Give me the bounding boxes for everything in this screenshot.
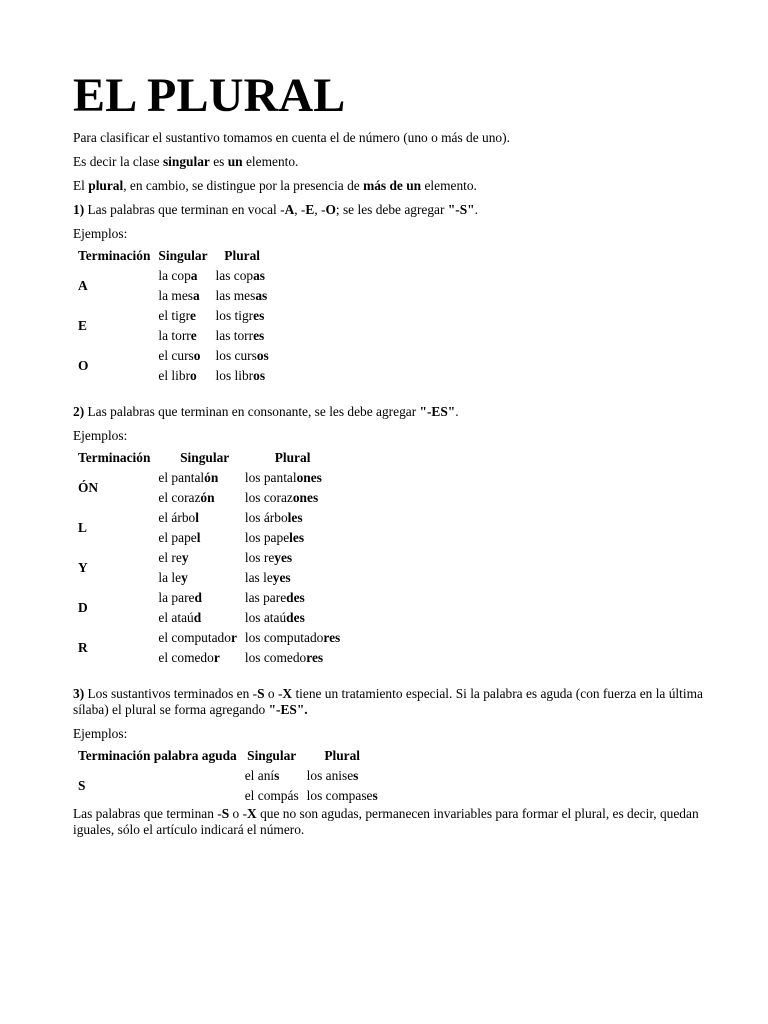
- header-singular: Singular: [158, 248, 208, 263]
- plural-cell: [241, 608, 344, 628]
- plural-cell: [241, 488, 344, 508]
- text-run: los pape: [244, 530, 290, 545]
- text-run: Las palabras que terminan -: [73, 806, 222, 821]
- bold-text: des: [286, 610, 305, 625]
- plural-cell: [212, 286, 273, 306]
- singular-cell: [154, 346, 211, 366]
- plural-cell: [212, 326, 273, 346]
- bold-text: yes: [274, 550, 293, 565]
- singular-cell: [154, 608, 240, 628]
- text-run: .: [455, 404, 459, 419]
- plural-cell: [241, 628, 344, 648]
- bold-text: res: [306, 650, 324, 665]
- text-run: Para clasificar el sustantivo tomamos en cuenta el de número (uno o más de uno).: [73, 130, 510, 145]
- text-run: los re: [244, 550, 275, 565]
- rule-3-paragraph: [73, 686, 713, 718]
- text-run: Los sustantivos terminados en -: [84, 686, 258, 701]
- text-run: la torr: [158, 328, 191, 343]
- table-header-row: [74, 246, 273, 266]
- singular-cell: [154, 548, 240, 568]
- termination-cell: Y: [78, 560, 88, 575]
- plural-cell: [241, 528, 344, 548]
- plural-cell: [303, 766, 382, 786]
- table-header-row: [74, 746, 382, 766]
- bold-text: y: [181, 570, 188, 585]
- singular-cell: [154, 326, 211, 346]
- text-run: los tigr: [215, 308, 254, 323]
- page-title: EL PLURAL: [73, 69, 346, 122]
- singular-cell: [154, 366, 211, 386]
- examples-label-1: Ejemplos:: [73, 226, 128, 241]
- termination-cell: D: [78, 600, 88, 615]
- text-run: El: [73, 178, 89, 193]
- rule-2-paragraph: [73, 404, 713, 420]
- termination-cell: R: [78, 640, 88, 655]
- bold-text: "-ES".: [268, 702, 308, 717]
- text-run: ; se les debe agregar: [335, 202, 448, 217]
- text-run: , en cambio, se distingue por la presencia de: [123, 178, 364, 193]
- text-run: Las palabras que terminan en vocal -: [84, 202, 285, 217]
- text-run: los anise: [306, 768, 354, 783]
- bold-text: ones: [296, 470, 322, 485]
- bold-text: as: [253, 268, 266, 283]
- table-row: [74, 508, 344, 528]
- text-run: los compase: [306, 788, 373, 803]
- plural-cell: [212, 266, 273, 286]
- examples-label-2: Ejemplos:: [73, 428, 128, 443]
- bold-text: S: [257, 686, 265, 701]
- singular-cell: [154, 628, 240, 648]
- text-run: los coraz: [244, 490, 293, 505]
- termination-cell: S: [78, 778, 86, 793]
- text-run: las torr: [215, 328, 254, 343]
- bold-text: plural: [88, 178, 124, 193]
- singular-cell: [154, 508, 240, 528]
- spacer: [73, 668, 713, 686]
- plural-cell: [212, 346, 273, 366]
- plural-cell: [241, 588, 344, 608]
- bold-text: yes: [272, 570, 291, 585]
- text-run: o -: [264, 686, 283, 701]
- bold-text: ones: [292, 490, 319, 505]
- bold-text: singular: [162, 154, 210, 169]
- bold-text: un: [227, 154, 243, 169]
- bold-text: s: [274, 768, 280, 783]
- text-run: el tigr: [158, 308, 191, 323]
- bold-text: s: [353, 768, 359, 783]
- bold-text: a: [190, 268, 198, 283]
- bold-text: ón: [200, 490, 215, 505]
- header-terminacion: Terminación: [78, 450, 151, 465]
- text-run: los pantal: [244, 470, 297, 485]
- table-header-row: [74, 448, 344, 468]
- examples-label-3: Ejemplos:: [73, 726, 128, 741]
- text-run: el comedo: [158, 650, 214, 665]
- bold-text: y: [181, 550, 189, 565]
- text-run: elemento.: [242, 154, 299, 169]
- table-row: [74, 306, 273, 326]
- plural-cell: [241, 548, 344, 568]
- text-run: el curs: [158, 348, 194, 363]
- bold-text: ón: [204, 470, 219, 485]
- singular-cell: [241, 766, 303, 786]
- termination-cell: L: [78, 520, 87, 535]
- singular-cell: [154, 468, 240, 488]
- text-run: el coraz: [158, 490, 201, 505]
- table-row: [74, 766, 382, 786]
- bold-text: "-S": [447, 202, 475, 217]
- bold-text: o: [190, 368, 197, 383]
- bold-text: d: [194, 590, 202, 605]
- rule-3-note: [73, 806, 713, 838]
- bold-text: e: [190, 328, 197, 343]
- termination-cell: E: [78, 318, 87, 333]
- text-run: el aní: [244, 768, 275, 783]
- text-run: los comedo: [244, 650, 307, 665]
- table-row: [74, 548, 344, 568]
- text-run: las le: [244, 570, 273, 585]
- header-singular: Singular: [247, 748, 297, 763]
- bold-text: 1): [73, 202, 85, 217]
- bold-text: 3): [73, 686, 85, 701]
- termination-cell: A: [78, 278, 88, 293]
- examples-table-2: [74, 448, 344, 668]
- header-plural: Plural: [224, 248, 261, 263]
- text-run: el computado: [158, 630, 231, 645]
- header-plural: Plural: [274, 450, 311, 465]
- header-singular: Singular: [180, 450, 230, 465]
- text-run: o -: [229, 806, 248, 821]
- bold-text: des: [286, 590, 305, 605]
- bold-text: d: [193, 610, 202, 625]
- bold-text: "-ES": [419, 404, 456, 419]
- table-row: [74, 468, 344, 488]
- singular-cell: [154, 286, 211, 306]
- bold-text: o: [193, 348, 201, 363]
- text-run: el re: [158, 550, 182, 565]
- text-run: Es decir la clase: [73, 154, 163, 169]
- bold-text: O: [325, 202, 336, 217]
- singular-cell: [154, 588, 240, 608]
- plural-cell: [241, 508, 344, 528]
- examples-table-1: [74, 246, 273, 386]
- text-run: tiene un tratamiento especial. Si la palabra es aguda (con fuerza en la última sílaba) el plural se forma agregando: [73, 686, 703, 717]
- bold-text: as: [255, 288, 268, 303]
- header-terminacion: Terminación palabra aguda: [78, 748, 237, 763]
- singular-cell: [154, 648, 240, 668]
- bold-text: más de un: [363, 178, 422, 193]
- singular-cell: [154, 528, 240, 548]
- bold-text: a: [193, 288, 200, 303]
- intro-paragraph-2: [73, 154, 713, 170]
- intro-paragraph-1: [73, 130, 713, 146]
- intro-paragraph-3: [73, 178, 713, 194]
- text-run: los curs: [215, 348, 257, 363]
- text-run: el ataú: [158, 610, 194, 625]
- text-run: .: [474, 202, 478, 217]
- text-run: la le: [158, 570, 182, 585]
- text-run: los computado: [244, 630, 324, 645]
- bold-text: l: [195, 510, 199, 525]
- text-run: el árbo: [158, 510, 196, 525]
- bold-text: e: [190, 308, 196, 323]
- text-run: la cop: [158, 268, 191, 283]
- text-run: las cop: [215, 268, 254, 283]
- plural-cell: [303, 786, 382, 806]
- bold-text: X: [282, 686, 293, 701]
- bold-text: les: [289, 530, 305, 545]
- bold-text: os: [256, 348, 269, 363]
- singular-cell: [154, 488, 240, 508]
- bold-text: r: [213, 650, 220, 665]
- text-run: las pare: [244, 590, 287, 605]
- table-row: [74, 346, 273, 366]
- table-row: [74, 588, 344, 608]
- table-row: [74, 628, 344, 648]
- header-terminacion: Terminación: [78, 248, 151, 263]
- text-run: el pantal: [158, 470, 205, 485]
- text-run: Las palabras que terminan en consonante, se les debe agregar: [84, 404, 420, 419]
- plural-cell: [212, 306, 273, 326]
- bold-text: S: [221, 806, 230, 821]
- text-run: el compás: [244, 788, 299, 803]
- bold-text: es: [253, 328, 265, 343]
- bold-text: les: [287, 510, 303, 525]
- plural-cell: [241, 648, 344, 668]
- singular-cell: [241, 786, 303, 806]
- text-run: el libr: [158, 368, 191, 383]
- termination-cell: ÓN: [78, 480, 99, 495]
- text-run: los árbo: [244, 510, 288, 525]
- bold-text: r: [230, 630, 237, 645]
- text-run: , -: [294, 202, 306, 217]
- text-run: que no son agudas, permanecen invariables para formar el plural, es decir, quedan iguales, sólo el artículo indicará el número.: [73, 806, 699, 837]
- spacer: [73, 386, 713, 404]
- text-run: las mes: [215, 288, 256, 303]
- table-row: [74, 266, 273, 286]
- text-run: elemento.: [421, 178, 477, 193]
- examples-table-3: [74, 746, 382, 806]
- text-run: los libr: [215, 368, 254, 383]
- plural-cell: [241, 568, 344, 588]
- plural-cell: [212, 366, 273, 386]
- text-run: la pare: [158, 590, 195, 605]
- text-run: , -: [314, 202, 326, 217]
- text-run: los ataú: [244, 610, 287, 625]
- bold-text: E: [305, 202, 315, 217]
- bold-text: A: [284, 202, 295, 217]
- singular-cell: [154, 266, 211, 286]
- bold-text: os: [253, 368, 266, 383]
- singular-cell: [154, 568, 240, 588]
- bold-text: l: [196, 530, 201, 545]
- bold-text: es: [253, 308, 265, 323]
- bold-text: res: [323, 630, 341, 645]
- document-page: [73, 68, 713, 838]
- header-plural: Plural: [324, 748, 361, 763]
- text-run: es: [209, 154, 228, 169]
- plural-cell: [241, 468, 344, 488]
- bold-text: X: [247, 806, 257, 821]
- singular-cell: [154, 306, 211, 326]
- bold-text: s: [372, 788, 378, 803]
- text-run: la mes: [158, 288, 194, 303]
- text-run: el pape: [158, 530, 197, 545]
- termination-cell: O: [78, 358, 89, 373]
- bold-text: 2): [73, 404, 85, 419]
- rule-1-paragraph: [73, 202, 713, 218]
